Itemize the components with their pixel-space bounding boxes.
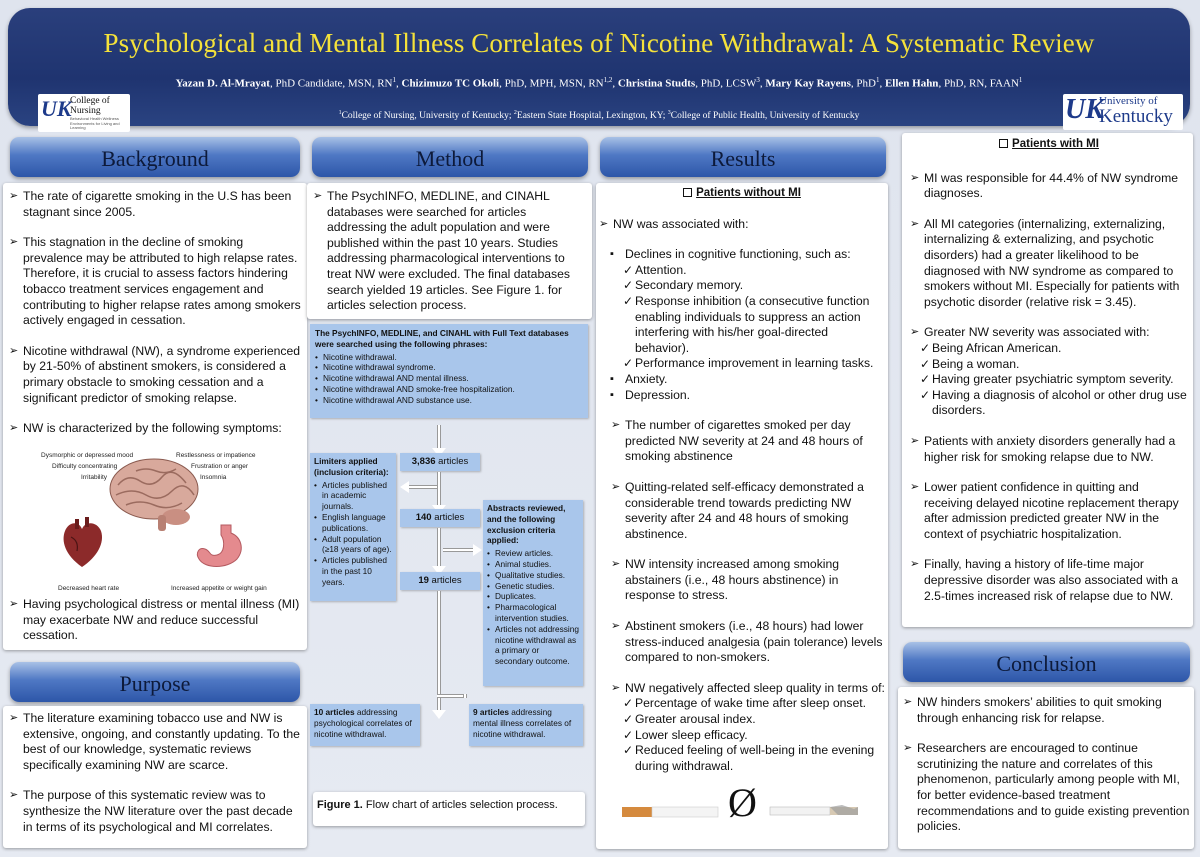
university-of-kentucky-logo [1063, 94, 1183, 130]
symptom-label: Insomnia [200, 474, 227, 481]
check-item: ✓ Having greater psychiatric symptom severity. [910, 372, 1188, 388]
bullet-item: ➢ Lower patient confidence in quitting and receiving delayed nicotine replacement therapy after admission predicted greater NW in the context of psychiatric hospitalization. [910, 480, 1188, 542]
college-of-nursing-logo [38, 94, 130, 132]
outcome-count: 10 articles [314, 707, 355, 717]
check-item: ✓ Performance improvement in learning tasks. [599, 356, 885, 372]
stomach-icon [191, 523, 247, 571]
affiliations [8, 110, 1190, 121]
logo-line: College of [70, 96, 110, 106]
author-credentials: , PhD, LCSW [695, 77, 757, 90]
author-name: Ellen Hahn [884, 77, 939, 90]
check-item: ✓ Percentage of wake time after sleep onset. [599, 696, 885, 712]
logo-line: Nursing [70, 106, 101, 116]
count-label: articles [431, 512, 465, 523]
check-item: ✓ Secondary memory. [599, 278, 885, 294]
uk-logo-mark: UK [41, 96, 72, 121]
subheading-text: Patients with MI [1012, 138, 1099, 150]
uk-logo-mark: UK [1065, 94, 1104, 125]
flow-connector [437, 591, 441, 711]
author-name: Christina Studts [617, 77, 696, 90]
search-term: • Nicotine withdrawal syndrome. [315, 362, 583, 373]
logo-tagline: Behavioral Health Wellness Environments for Living and Learning [70, 116, 120, 130]
flow-connector [463, 694, 467, 698]
bullet-item: ➢ Patients with anxiety disorders generally had a higher risk for smoking relapse due to NW. [910, 434, 1188, 465]
flowchart [307, 322, 592, 792]
author-sep: , [396, 77, 402, 90]
bullet-item: ➢ NW was associated with: [599, 217, 885, 233]
author-affil-sup: 1 [392, 76, 396, 84]
author-affil-sup: 1 [875, 76, 880, 84]
no-smoking-symbol: Ø [728, 780, 757, 825]
bullet-item: ➢ NW negatively affected sleep quality in terms of: [611, 681, 885, 697]
outcome-text: addressing psychological correlates of nicotine withdrawal. [314, 707, 412, 739]
caption-label: Figure 1. [317, 799, 363, 811]
brain-icon [106, 455, 204, 533]
square-bullet-item: ▪ Depression. [599, 388, 885, 404]
author-credentials: , PhD, MPH, MSN, RN [499, 77, 604, 90]
count-140 [400, 509, 480, 527]
exclusion-item: • Qualitative studies. [487, 570, 579, 581]
caption-text [317, 798, 583, 814]
background-text [9, 189, 303, 437]
flow-connector [437, 472, 441, 508]
count-number: 3,836 [411, 456, 436, 467]
author-credentials: , PhD Candidate, MSN, RN [269, 77, 393, 90]
affil-text: College of Nursing, University of Kentucky; [341, 111, 514, 122]
purpose-panel [3, 706, 307, 848]
search-term: • Nicotine withdrawal AND smoke-free hospitalization. [315, 384, 583, 395]
square-bullet-item: ▪ Declines in cognitive functioning, such as: [599, 247, 885, 263]
patients-with-mi-panel [902, 133, 1193, 627]
search-term: • Nicotine withdrawal AND substance use. [315, 395, 583, 406]
search-term: • Nicotine withdrawal. [315, 352, 583, 363]
flow-connector [443, 548, 475, 552]
exclusion-item: • Articles not addressing nicotine withdrawal as a primary or secondary outcome. [487, 624, 579, 667]
count-number: 140 [415, 512, 432, 523]
author-name: Chizimuzo TC Okoli [401, 77, 500, 90]
bullet-item: ➢ Nicotine withdrawal (NW), a syndrome experienced by 21-50% of abstinent smokers, is considered a primary obstacle to smoking cessation and a significant predictor of smoking relapse. [9, 344, 303, 406]
check-item: ✓ Having a diagnosis of alcohol or other drug use disorders. [910, 388, 1188, 419]
author-affil-sup: 3 [756, 76, 760, 84]
patients-without-mi-subheading [599, 186, 885, 202]
exclusion-item: • Pharmacological intervention studies. [487, 602, 579, 624]
bullet-item: ➢ The number of cigarettes smoked per day predicted NW severity at 24 and 48 hours of smoking abstinence [611, 418, 885, 465]
author-name: Yazan D. Al-Mrayat [175, 77, 270, 90]
bullet-item: ➢ Abstinent smokers (i.e., 48 hours) had lower stress-induced analgesia (pain tolerance) levels compared to non-smokers. [611, 619, 885, 666]
bullet-item: ➢ Researchers are encouraged to continue scrutinizing the nature and correlates of this phenomenon, particularly among people with MI, for better evidence-based treatment recommendations and to guide existing prevention policies. [903, 741, 1191, 835]
check-item: ✓ Reduced feeling of well-being in the evening during withdrawal. [599, 743, 885, 774]
burnt-cigarette-icon [768, 801, 864, 819]
results-panel [596, 183, 888, 849]
bullet-item: ➢ This stagnation in the decline of smoking prevalence may be attributed to high relapse rates. Therefore, it is crucial to assess factors hindering tobacco treatment services engagement and contributing to higher relapse rates among smokers actively engaged in cessation. [9, 235, 303, 329]
bullet-item: ➢ NW intensity increased among smoking abstainers (i.e., 48 hours abstinence) in response to stress. [611, 557, 885, 604]
symptom-label: Irritability [81, 474, 108, 481]
purpose-heading: Purpose [10, 662, 300, 702]
count-label: articles [428, 575, 462, 586]
check-item: ✓ Greater arousal index. [599, 712, 885, 728]
results-heading: Results [600, 137, 886, 177]
author-sep: , [612, 77, 618, 90]
outcome-mi-box [469, 704, 583, 746]
author-sep: , [759, 77, 766, 90]
exclusion-item: • Animal studies. [487, 559, 579, 570]
patients-with-mi-subheading [910, 137, 1188, 153]
logo-line: University of [1099, 95, 1158, 107]
search-terms [315, 352, 583, 406]
affil-text: College of Public Health, University of Kentucky [670, 111, 860, 122]
bullet-item: ➢ MI was responsible for 44.4% of NW syndrome diagnoses. [910, 171, 1188, 202]
limiters-title: Limiters applied (inclusion criteria): [314, 456, 389, 477]
limiters-list [314, 480, 392, 588]
symptom-label: Frustration or anger [191, 463, 249, 470]
results-text [599, 186, 885, 774]
method-heading: Method [312, 137, 588, 177]
bullet-item: ➢ The literature examining tobacco use and NW is extensive, ongoing, and constantly updating. To the best of our knowledge, systematic reviews specifically examining NW are scarce. [9, 711, 303, 773]
search-box [310, 324, 588, 418]
check-item: ✓ Attention. [599, 263, 885, 279]
bullet-item: ➢ The purpose of this systematic review was to synthesize the NW literature over the past decade in terms of its psychological and MI correlates. [9, 788, 303, 835]
limiter-item: • Articles published in academic journals. [314, 480, 392, 512]
affil-sup: 3 [667, 110, 671, 116]
figure-caption [313, 792, 585, 826]
bullet-item: ➢ Quitting-related self-efficacy demonstrated a considerable trend towards predicting NW severity after 24 and 48 hours of smoking abstinence. [611, 480, 885, 542]
bullet-item: ➢ NW is characterized by the following symptoms: [9, 421, 303, 437]
count-19 [400, 572, 480, 590]
affil-text: Eastern State Hospital, Lexington, KY; [516, 111, 668, 122]
check-item: ✓ Being African American. [910, 341, 1188, 357]
check-item: ✓ Response inhibition (a consecutive function enabling individuals to suppress an action interfering with his/her goal-directed behavior). [599, 294, 885, 356]
limiters-box [310, 453, 396, 601]
count-label: articles [435, 456, 469, 467]
author-credentials: , PhD, RN, FAAN [938, 77, 1019, 90]
author-list [8, 76, 1190, 90]
method-text [313, 189, 589, 314]
bullet-item: ➢ Finally, having a history of life-time major depressive disorder was also associated with a 2.5-times increased risk of relapse due to NW. [910, 557, 1188, 604]
symptom-label: Increased appetite or weight gain [171, 585, 267, 592]
method-panel [307, 183, 592, 319]
mi-text [910, 137, 1188, 604]
limiter-item: • Adult population (≥18 years of age). [314, 534, 392, 556]
conclusion-heading: Conclusion [903, 642, 1190, 682]
cigarette-icon [622, 803, 722, 819]
author-credentials: , PhD [850, 77, 876, 90]
check-item: ✓ Being a woman. [910, 357, 1188, 373]
author-affil-sup: 1 [1018, 76, 1023, 84]
flow-connector [437, 528, 441, 569]
limiter-item: • English language publications. [314, 512, 392, 534]
flow-arrow [400, 481, 409, 493]
exclusion-item: • Genetic studies. [487, 581, 579, 592]
bullet-item: ➢ All MI categories (internalizing, externalizing, internalizing & externalizing, and psychotic disorders) had a greater likelihood to be diagnosed with NW syndrome as compared to smokers without MI. Especially for patients with psychotic disorder (relative risk = 3.45). [910, 217, 1188, 311]
search-term: • Nicotine withdrawal AND mental illness. [315, 373, 583, 384]
heart-icon [59, 515, 105, 569]
poster-header [8, 8, 1190, 130]
bullet-item: ➢ Greater NW severity was associated with: [910, 325, 1188, 341]
bullet-item: ➢ NW hinders smokers’ abilities to quit smoking through enhancing risk for relapse. [903, 695, 1191, 726]
conclusion-panel [898, 687, 1194, 849]
square-bullet-item: ▪ Anxiety. [599, 372, 885, 388]
outcome-text: addressing mental illness correlates of nicotine withdrawal. [473, 707, 572, 739]
exclusion-box [483, 500, 583, 686]
check-item: ✓ Lower sleep efficacy. [599, 728, 885, 744]
purpose-text [9, 711, 303, 835]
symptoms-illustration [3, 443, 307, 593]
affil-sup: 2 [513, 110, 517, 116]
logo-line: Kentucky [1099, 106, 1173, 127]
bullet-item: ➢ Having psychological distress or mental illness (MI) may exacerbate NW and reduce successful cessation. [9, 597, 303, 644]
count-3836 [400, 453, 480, 471]
bullet-item: ➢ The PsychINFO, MEDLINE, and CINAHL databases were searched for articles addressing the adult population and were published within the past 10 years. Studies addressing pharmacological interventions to treat NW were excluded. The final databases search yielded 19 articles. See Figure 1. for articles selection process. [313, 189, 589, 314]
outcome-psych-box [310, 704, 420, 746]
flow-connector [409, 485, 437, 489]
symptom-label: Dysmorphic or depressed mood [41, 452, 134, 459]
symptom-label: Restlessness or impatience [176, 452, 256, 459]
limiter-item: • Articles published in the past 10 years. [314, 555, 392, 587]
affil-sup: 1 [338, 110, 342, 116]
bullet-item: ➢ The rate of cigarette smoking in the U.S has been stagnant since 2005. [9, 189, 303, 220]
author-name: Mary Kay Rayens [765, 77, 851, 90]
caption-body: Flow chart of articles selection process. [362, 799, 558, 811]
symptom-label: Difficulty concentrating [52, 463, 118, 470]
count-number: 19 [418, 575, 429, 586]
background-text-end [9, 597, 303, 644]
outcome-count: 9 articles [473, 707, 509, 717]
symptom-label: Decreased heart rate [58, 585, 120, 592]
checkbox-icon [683, 188, 692, 197]
flow-arrow [432, 710, 446, 719]
author-affil-sup: 1,2 [603, 76, 613, 84]
subheading-text: Patients without MI [696, 187, 801, 199]
exclusion-item: • Duplicates. [487, 591, 579, 602]
flow-arrow [473, 544, 482, 556]
poster-title: Psychological and Mental Illness Correlates of Nicotine Withdrawal: A Systematic Review [103, 28, 1095, 58]
search-title: The PsychINFO, MEDLINE, and CINAHL with Full Text databases were searched using the following phrases: [315, 328, 569, 349]
exclusion-title: Abstracts reviewed, and the following exclusion criteria applied: [487, 503, 566, 546]
background-panel [3, 183, 307, 650]
checkbox-icon [999, 139, 1008, 148]
author-sep: , [879, 77, 885, 90]
exclusion-list [487, 548, 579, 667]
background-heading: Background [10, 137, 300, 177]
exclusion-item: • Review articles. [487, 548, 579, 559]
conclusion-text [903, 695, 1191, 835]
